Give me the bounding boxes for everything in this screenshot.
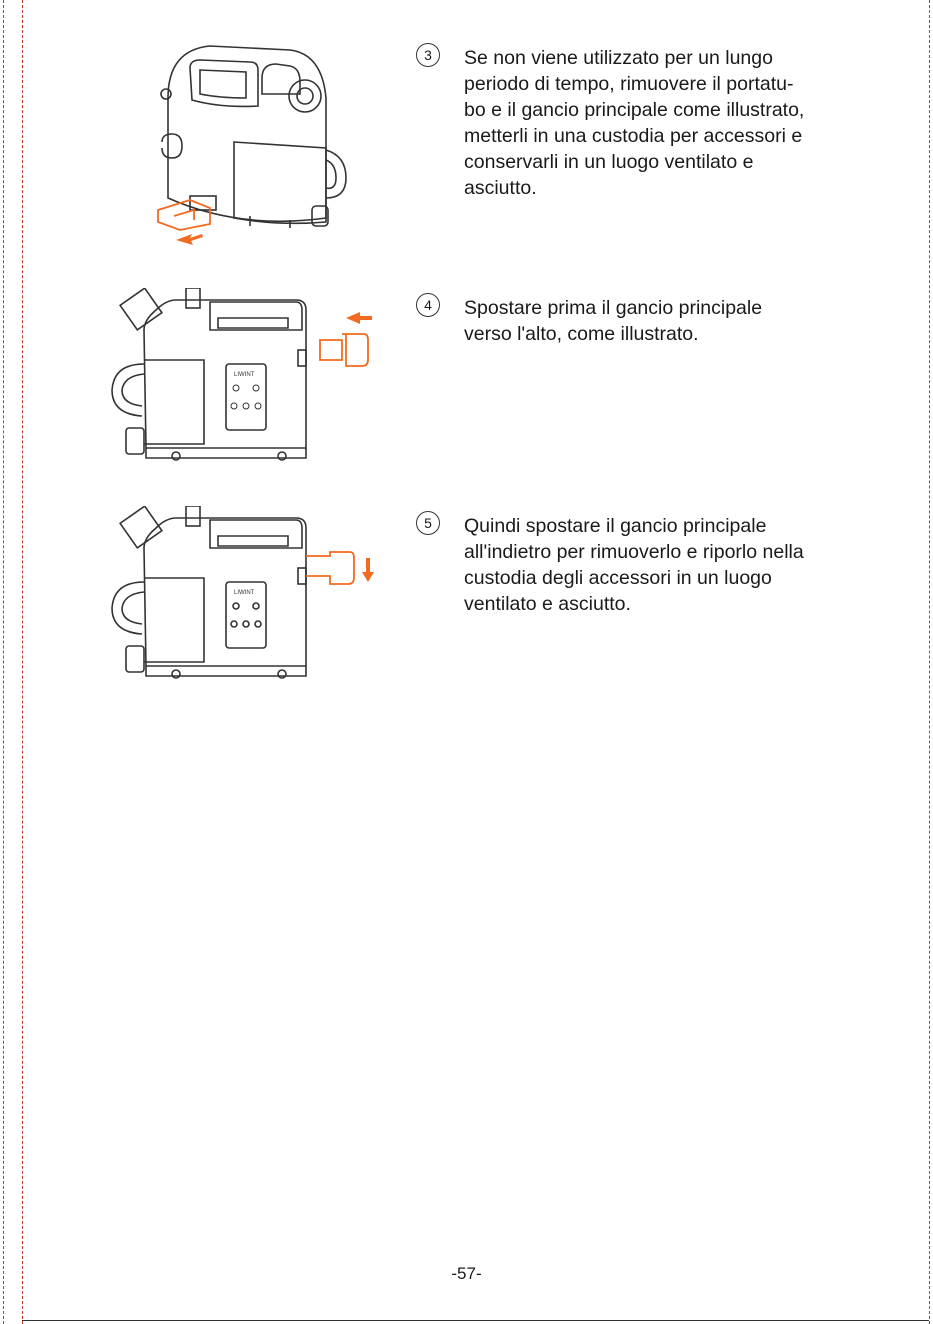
illustration-remove-holder (150, 38, 350, 253)
panel-brand: LIWINT (234, 372, 255, 378)
cut-line-right (929, 0, 930, 1324)
illustration-hook-out (106, 506, 380, 684)
step-number: 3 (416, 43, 440, 67)
step-text: Quindi spostare il gancio principale all'indietro per rimuoverlo e riporlo nella custodia degli accessori in un luogo ventilato e asciutto. (464, 515, 804, 615)
panel-brand: LIWINT (234, 590, 255, 596)
cut-line-left (3, 0, 4, 1324)
cut-line-inner (22, 0, 23, 1324)
step-text: Spostare prima il gancio principale verso l'alto, come illustrato. (464, 297, 763, 345)
page-number: -57- (451, 1264, 482, 1283)
step-number: 5 (416, 511, 440, 535)
page-bottom-border (22, 1320, 929, 1321)
step-number: 4 (416, 293, 440, 317)
illustration-hook-up (106, 288, 380, 466)
step-text: Se non viene utilizzato per un lungo periodo di tempo, rimuovere il portatu- bo e il gancio principale come illustrato, metterli in una custodia per accessori e conservarli in un luogo ventilato e asciutto. (464, 47, 805, 199)
